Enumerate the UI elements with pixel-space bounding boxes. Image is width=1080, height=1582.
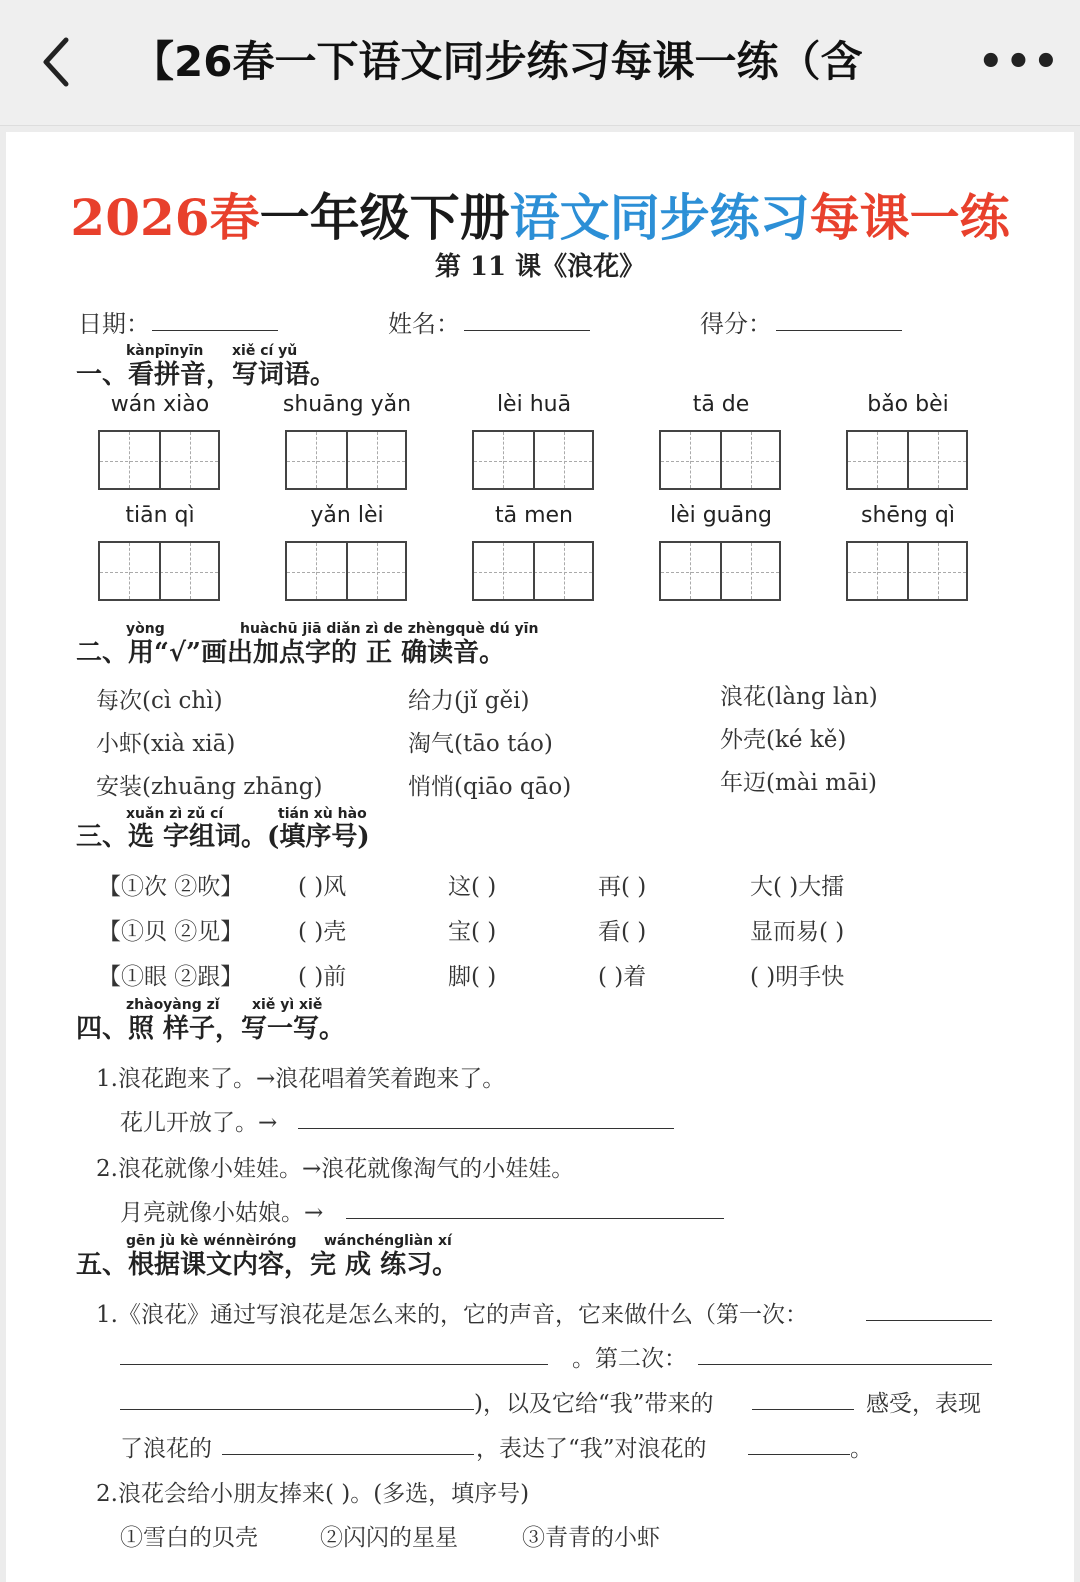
worksheet-title: 2026春一年级下册语文同步练习每课一练 <box>70 188 1010 247</box>
answer-line[interactable] <box>866 1320 992 1321</box>
writing-grid[interactable] <box>285 541 407 601</box>
question-text: ，表达了“我”对浪花的 <box>476 1436 707 1462</box>
word-blank[interactable]: 大( )大擂 <box>750 874 845 900</box>
answer-line[interactable] <box>752 1409 854 1410</box>
window-title: 【26春一下语文同步练习每课一练（含 <box>132 37 863 86</box>
reading-choice[interactable]: 年迈(mài māi) <box>720 770 878 796</box>
question-text: 了浪花的 <box>120 1436 212 1462</box>
name-blank[interactable] <box>464 330 590 331</box>
pinyin-prompt: wán xiào <box>110 392 210 417</box>
answer-line[interactable] <box>698 1364 992 1365</box>
answer-option[interactable]: ②闪闪的星星 <box>320 1525 458 1551</box>
writing-grid[interactable] <box>472 541 594 601</box>
word-blank[interactable]: 脚( ) <box>448 964 497 990</box>
pinyin-prompt: tiān qì <box>125 503 195 528</box>
exercise-prompt: 月亮就像小姑娘。→ <box>120 1200 324 1226</box>
word-blank[interactable]: 宝( ) <box>448 919 497 945</box>
answer-line[interactable] <box>748 1454 850 1455</box>
pinyin-annotation: xuǎn zì zǔ cí <box>126 806 224 822</box>
question-text: )，以及它给“我”带来的 <box>474 1391 714 1417</box>
pinyin-annotation: kànpīnyīn <box>126 343 204 359</box>
pinyin-prompt: bǎo bèi <box>867 392 949 417</box>
answer-line[interactable] <box>120 1409 474 1410</box>
writing-grid[interactable] <box>659 541 781 601</box>
word-blank[interactable]: ( )风 <box>298 874 347 900</box>
writing-grid[interactable] <box>659 430 781 490</box>
score-label: 得分： <box>700 310 772 338</box>
word-blank[interactable]: ( )前 <box>298 964 347 990</box>
pinyin-annotation: wánchéngliàn xí <box>324 1233 452 1249</box>
pinyin-prompt: lèi huā <box>496 392 572 417</box>
section-1-heading: 一、看拼音，写词语。 <box>76 360 337 390</box>
reading-choice[interactable]: 淘气(tāo táo) <box>408 731 553 757</box>
pinyin-annotation: yòng <box>126 621 165 637</box>
answer-line[interactable] <box>120 1364 548 1365</box>
section-5-heading: 五、根据课文内容，完 成 练习。 <box>76 1250 459 1280</box>
pinyin-prompt: lèi guāng <box>669 503 773 528</box>
answer-line[interactable] <box>298 1128 674 1129</box>
pinyin-annotation: xiě cí yǔ <box>232 343 298 359</box>
example-sentence: 1.浪花跑来了。→浪花唱着笑着跑来了。 <box>96 1066 506 1092</box>
pinyin-prompt: shēng qì <box>861 503 955 528</box>
character-options: 【①次 ②吹】 <box>98 874 244 900</box>
back-arrow-icon[interactable] <box>36 34 80 90</box>
pinyin-prompt: tā de <box>692 392 750 417</box>
writing-grid[interactable] <box>98 541 220 601</box>
word-blank[interactable]: 再( ) <box>598 874 647 900</box>
answer-line[interactable] <box>346 1218 724 1219</box>
word-blank[interactable]: ( )着 <box>598 964 647 990</box>
reading-choice[interactable]: 浪花(làng làn) <box>720 684 878 710</box>
word-blank[interactable]: 显而易( ) <box>750 919 845 945</box>
exercise-prompt: 花儿开放了。→ <box>120 1110 278 1136</box>
word-blank[interactable]: ( )壳 <box>298 919 347 945</box>
date-label: 日期： <box>78 310 150 338</box>
answer-line[interactable] <box>222 1454 474 1455</box>
section-3-heading: 三、选 字组词。(填序号) <box>76 822 370 852</box>
pinyin-prompt: tā men <box>494 503 573 528</box>
section-2-heading: 二、用“√”画出加点字的 正 确读音。 <box>76 638 506 668</box>
question-text: 。 <box>850 1436 873 1462</box>
pinyin-annotation: zhàoyàng zǐ <box>126 997 220 1013</box>
word-blank[interactable]: 这( ) <box>448 874 497 900</box>
writing-grid[interactable] <box>285 430 407 490</box>
writing-grid[interactable] <box>98 430 220 490</box>
question-text: 感受，表现 <box>866 1391 981 1417</box>
pinyin-annotation: tián xù hào <box>278 806 367 822</box>
pinyin-annotation: huàchū jiā diǎn zì de zhèngquè dú yīn <box>240 621 539 637</box>
writing-grid[interactable] <box>472 430 594 490</box>
word-blank[interactable]: 看( ) <box>598 919 647 945</box>
reading-choice[interactable]: 外壳(ké kě) <box>720 727 847 753</box>
date-blank[interactable] <box>152 330 278 331</box>
pinyin-annotation: gēn jù kè wénnèiróng <box>126 1233 297 1249</box>
score-blank[interactable] <box>776 330 902 331</box>
writing-grid[interactable] <box>846 541 968 601</box>
reading-choice[interactable]: 给力(jǐ gěi) <box>408 688 530 714</box>
example-sentence: 2.浪花就像小娃娃。→浪花就像淘气的小娃娃。 <box>96 1156 575 1182</box>
pinyin-annotation: xiě yì xiě <box>252 997 323 1013</box>
writing-grid[interactable] <box>846 430 968 490</box>
reading-choice[interactable]: 小虾(xià xiā) <box>96 731 236 757</box>
question-text: 2.浪花会给小朋友捧来( )。(多选，填序号) <box>96 1481 530 1507</box>
character-options: 【①眼 ②跟】 <box>98 964 244 990</box>
question-text: 。第二次： <box>572 1346 687 1372</box>
top-bar <box>0 0 1080 126</box>
pinyin-prompt: yǎn lèi <box>310 503 384 528</box>
reading-choice[interactable]: 安装(zhuāng zhāng) <box>96 774 323 800</box>
section-4-heading: 四、照 样子，写一写。 <box>76 1014 346 1044</box>
more-options-icon[interactable]: ••• <box>978 39 1061 85</box>
lesson-subtitle: 第 11 课《浪花》 <box>434 252 646 282</box>
name-label: 姓名： <box>388 310 460 338</box>
question-text: 1.《浪花》通过写浪花是怎么来的，它的声音，它来做什么（第一次： <box>96 1302 808 1328</box>
character-options: 【①贝 ②见】 <box>98 919 244 945</box>
pinyin-prompt: shuāng yǎn <box>282 392 412 417</box>
answer-option[interactable]: ①雪白的贝壳 <box>120 1525 258 1551</box>
reading-choice[interactable]: 每次(cì chì) <box>96 688 223 714</box>
reading-choice[interactable]: 悄悄(qiāo qāo) <box>408 774 572 800</box>
word-blank[interactable]: ( )明手快 <box>750 964 845 990</box>
answer-option[interactable]: ③青青的小虾 <box>522 1525 660 1551</box>
